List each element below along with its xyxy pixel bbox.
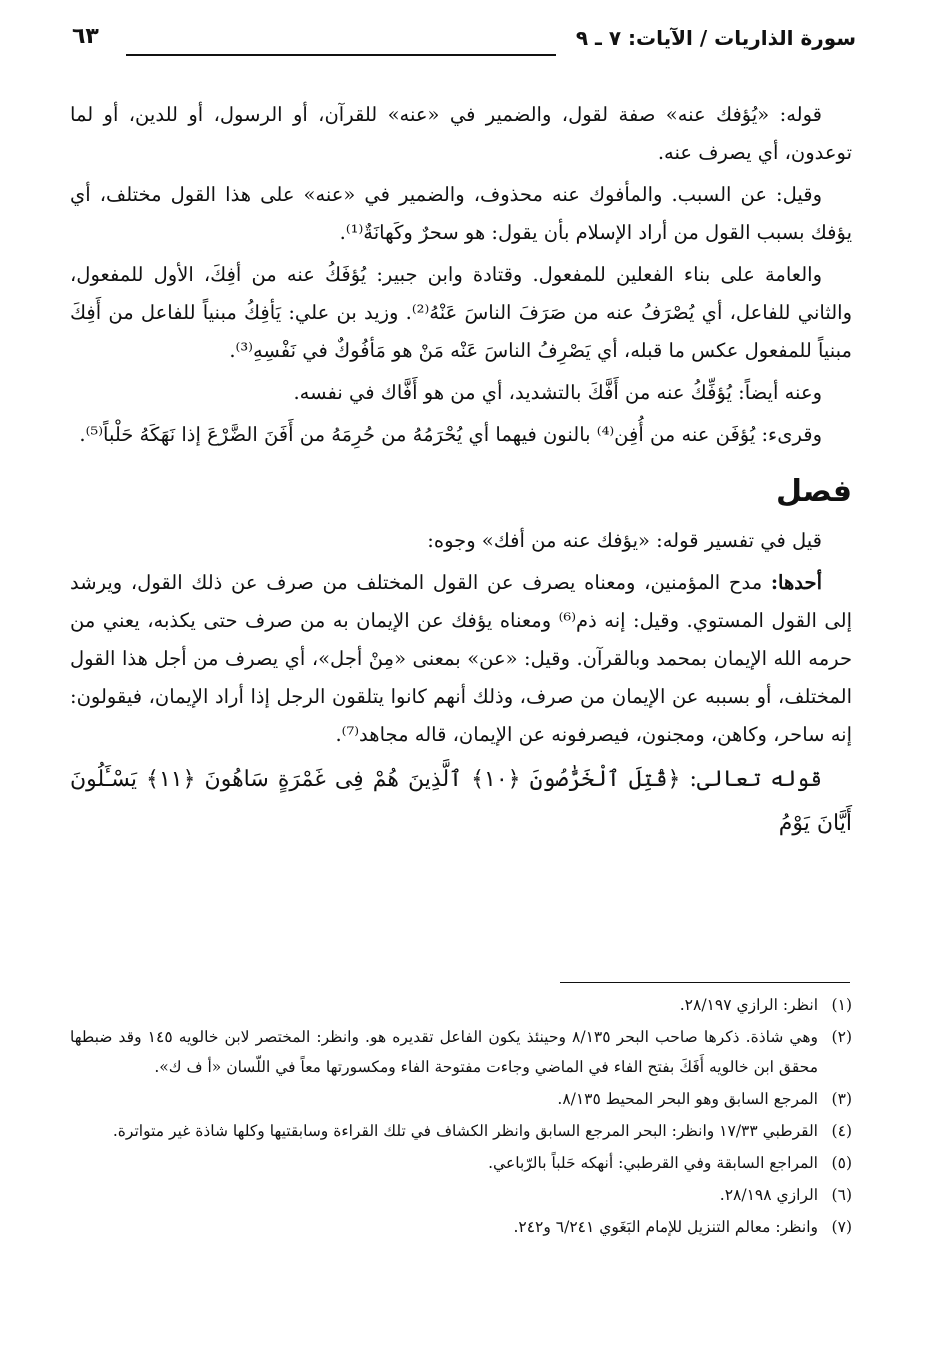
footnote-text: القرطبي ١٧/٣٣ وانظر: البحر المرجع السابق وانظر الكشاف في تلك القراءة وسابقتيها وكلها شاذة غير متواترة. [112,1122,818,1140]
footnote-separator [560,982,850,983]
header-rule [126,54,556,56]
footnote [70,990,852,1020]
footnote [70,1084,852,1114]
page-number: ٦٣ [72,24,99,49]
footnote-text: وانظر: معالم التنزيل للإمام البَغَوي ٦/٢٤١ و٢٤٢. [513,1218,818,1236]
footnote-number: (١) [831,996,852,1014]
paragraph-lead: أحدها: [770,571,822,594]
section-heading: فصل [776,474,852,509]
paragraph: قوله: «يُؤفك عنه» صفة لقول، والضمير في «عنه» للقرآن، أو الرسول، أو للدين، أو لما توعدون، أي يصرف عنه. [70,103,852,164]
footnote [70,1148,852,1178]
footnote-text: الرازي ٢٨/١٩٨. [719,1186,818,1204]
footnote-number: (٧) [831,1218,852,1236]
paragraph: وعنه أيضاً: يُؤفِّكُ عنه من أَفَّكَ بالتشديد، أي من هو أَفَّاك في نفسه. [293,381,822,404]
footnote [70,1212,852,1242]
paragraph: والعامة على بناء الفعلين للمفعول. وقتادة وابن جبير: يُؤفَكُ عنه من أفِكَ، الأول للمفعول، والثاني للفاعل، أي يُصْرَفُ عنه من صَرَفَ الناسَ عَنْهُ⁽²⁾. وزيد بن علي: يَأفِكُ مبنياً للفاعل من أَفِكَ مبنياً للمفعول عكس ما قبله، أي يَصْرِفُ الناسَ عَنْه مَنْ هو مَأفُوكٌ في نَفْسِهِ⁽³⁾. [70,263,852,362]
paragraph: قيل في تفسير قوله: «يؤفك عنه من أفك» وجوه: [427,529,822,552]
main-text [70,96,852,850]
footnote-text: وهي شاذة. ذكرها صاحب البحر ٨/١٣٥ وحينئذ يكون الفاعل تقديره هو. وانظر: المختصر لابن خالويه ١٤٥ وقد ضبطها محقق ابن خالويه أَفَكَ بفتح الفاء في الماضي وجاءت مفتوحة الفاء ومكسورتها معاً في اللّسان «أ ف ك». [70,1028,818,1076]
footnote [70,1116,852,1146]
footnote-text: المراجع السابقة وفي القرطبي: أنهكه حَلباً بالرّباعي. [488,1154,818,1172]
paragraph [70,564,852,754]
footnote-number: (٢) [831,1028,852,1046]
footnote-number: (٤) [831,1122,852,1140]
paragraph: وقرىء: يُؤفَن عنه من أُفِن⁽⁴⁾ بالنون فيهما أي يُحْرَمُهُ من حُرِمَهُ من أَفَنَ الضَّرْعَ إذا نَهَكَهُ حَلْباً⁽⁵⁾. [79,423,822,446]
quran-verse: قوله تعالى: ﴿قُتِلَ ٱلْخَرَّٰصُونَ ﴿١٠﴾ ٱلَّذِينَ هُمْ فِى غَمْرَةٍ سَاهُونَ ﴿١١﴾ يَسْـَٔلُونَ أَيَّانَ يَوْمُ [70,767,852,836]
paragraph: وقيل: عن السبب. والمأفوك عنه محذوف، والضمير في «عنه» على هذا القول مختلف، أي يؤفك بسبب القول من أراد الإسلام بأن يقول: هو سحرٌ وكَهانَةٌ⁽¹⁾. [70,183,852,244]
paragraph-text: مدح المؤمنين، ومعناه يصرف عن القول المختلف من صرف عن ذلك القول، ويرشد إلى القول المستوي. وقيل: إنه ذم⁽⁶⁾ ومعناه يؤفك عن الإيمان به من صرف حتى يكذبه، يعني من حرمه الله الإيمان بمحمد وبالقرآن. وقيل: «عن» بمعنى «مِنْ أجل»، أي يصرف من أجل هذا القول المختلف، أو بسببه عن الإيمان من صرف، وذلك أنهم كانوا يتلقون الرجل إذا أراد الإيمان، فيقولون: إنه ساحر، وكاهن، ومجنون، فيصرفونه عن الإيمان، قاله مجاهد⁽⁷⁾. [70,571,852,746]
footnote-number: (٦) [831,1186,852,1204]
footnotes [70,990,852,1244]
footnote-text: المرجع السابق وهو البحر المحيط ٨/١٣٥. [557,1090,818,1108]
running-title: سورة الذاريات / الآيات: ٧ ـ ٩ [575,26,856,50]
footnote-number: (٥) [831,1154,852,1172]
footnote-text: انظر: الرازي ٢٨/١٩٧. [679,996,818,1014]
footnote [70,1022,852,1082]
footnote-number: (٣) [831,1090,852,1108]
footnote [70,1180,852,1210]
page-header [72,18,856,58]
